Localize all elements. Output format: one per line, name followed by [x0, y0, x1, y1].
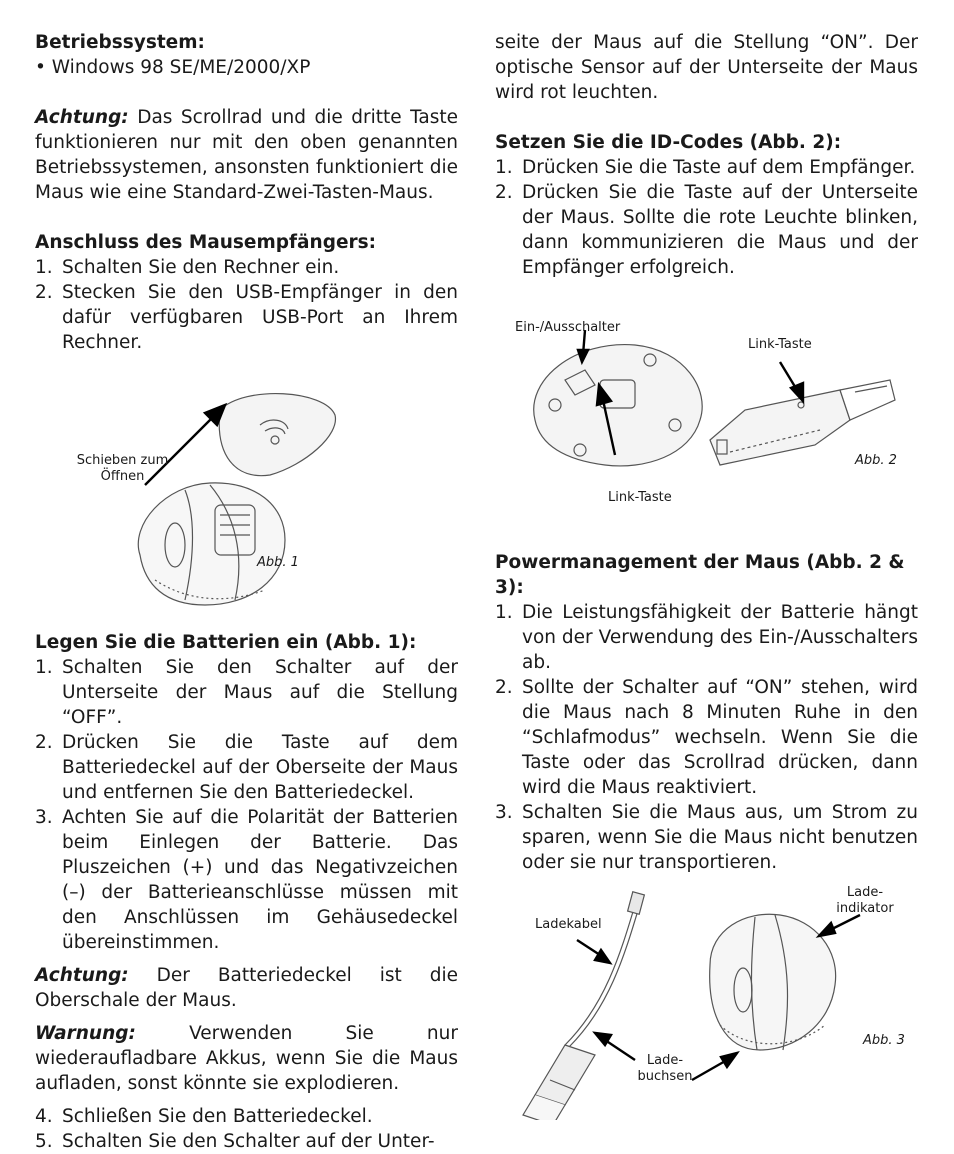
battery-steps [35, 655, 458, 955]
id-steps [495, 155, 918, 280]
list-item: 2. Drücken Sie die Taste auf der Unterseite der Maus. Sollte die rote Leuchte blinken, dann kommunizieren die Maus und der Empfänger erfolgreich. [495, 182, 918, 278]
power-steps [495, 600, 918, 875]
fig2-link-label-top: Link-Taste [748, 337, 812, 352]
right-column [495, 30, 918, 1120]
fig1-caption: Abb. 1 [257, 555, 299, 570]
list-item: 2. Sollte der Schalter auf “ON” stehen, wird die Maus nach 8 Minuten Ruhe in den “Schlafmodus” wechseln. Wenn Sie die Taste oder das Scrollrad drücken, dann wird die Maus reaktiviert. [495, 677, 918, 798]
fig3-cable-label: Ladekabel [535, 917, 602, 932]
list-item: 1. Drücken Sie die Taste auf dem Empfänger. [495, 157, 916, 178]
fig2-link-label-bottom: Link-Taste [608, 490, 672, 505]
figure-3 [495, 875, 918, 1120]
figure-1 [35, 355, 458, 615]
warning: Warnung: Verwenden Sie nur wiederaufladbare Akkus, wenn Sie die Maus aufladen, sonst könnte sie explodieren. [35, 1023, 458, 1094]
note-battery-cover: Achtung: Der Batteriedeckel ist die Oberschale der Maus. [35, 965, 458, 1011]
note-label: Achtung: [35, 107, 129, 128]
figure-2 [495, 280, 918, 550]
battery-heading: Legen Sie die Batterien ein (Abb. 1): [35, 632, 417, 653]
note-text: Das Scrollrad und die dritte Taste funktionieren nur mit den oben genannten Betriebssystemen, ansonsten funktioniert die Maus wie eine Standard-Zwei-Tasten-Maus. [35, 107, 458, 203]
power-heading: Powermanagement der Maus (Abb. 2 & 3): [495, 552, 905, 598]
os-item: • Windows 98 SE/ME/2000/XP [35, 57, 311, 78]
list-item: 5. Schalten Sie den Schalter auf der Unter- [35, 1131, 435, 1152]
left-column [35, 30, 458, 1154]
fig3-caption: Abb. 3 [863, 1033, 905, 1048]
list-item: 2. Stecken Sie den USB-Empfänger in den dafür verfügbaren USB-Port an Ihrem Rechner. [35, 282, 458, 353]
list-item: 1. Schalten Sie den Rechner ein. [35, 257, 340, 278]
list-item: 3. Achten Sie auf die Polarität der Batterien beim Einlegen der Batterie. Das Pluszeichen (+) und das Negativzeichen (–) der Batterieanschlüsse müssen mit den Anschlüssen im Gehäusedeckel übereinstimmen. [35, 807, 458, 953]
list-item: 1. Schalten Sie den Schalter auf der Unterseite der Maus auf die Stellung “OFF”. [35, 657, 458, 728]
id-heading: Setzen Sie die ID-Codes (Abb. 2): [495, 132, 842, 153]
list-item: 4. Schließen Sie den Batteriedeckel. [35, 1106, 373, 1127]
fig1-label: Schieben zum Öffnen [76, 453, 169, 484]
fig3-sockets-label: Lade- buchsen [637, 1053, 693, 1084]
list-item: 2. Drücken Sie die Taste auf dem Batteriedeckel auf der Oberseite der Maus und entfernen Sie den Batteriedeckel. [35, 732, 458, 803]
note-scrollwheel [35, 105, 458, 205]
os-heading: Betriebssystem: [35, 32, 205, 53]
fig2-switch-label: Ein-/Ausschalter [515, 320, 621, 335]
mouse-battery-illustration [35, 355, 458, 615]
fig2-caption: Abb. 2 [855, 453, 897, 468]
list-item: 1. Die Leistungsfähigkeit der Batterie hängt von der Verwendung des Ein-/Ausschalters ab. [495, 602, 918, 673]
battery-steps-continued [35, 1104, 458, 1154]
connect-heading: Anschluss des Mausempfängers: [35, 232, 377, 253]
fig3-indicator-label: Lade- indikator [836, 885, 894, 916]
continued-text: seite der Maus auf die Stellung “ON”. Der optische Sensor auf der Unterseite der Maus wird rot leuchten. [495, 32, 918, 103]
connect-steps [35, 255, 458, 355]
list-item: 3. Schalten Sie die Maus aus, um Strom zu sparen, wenn Sie die Maus nicht benutzen oder sie nur transportieren. [495, 802, 918, 873]
